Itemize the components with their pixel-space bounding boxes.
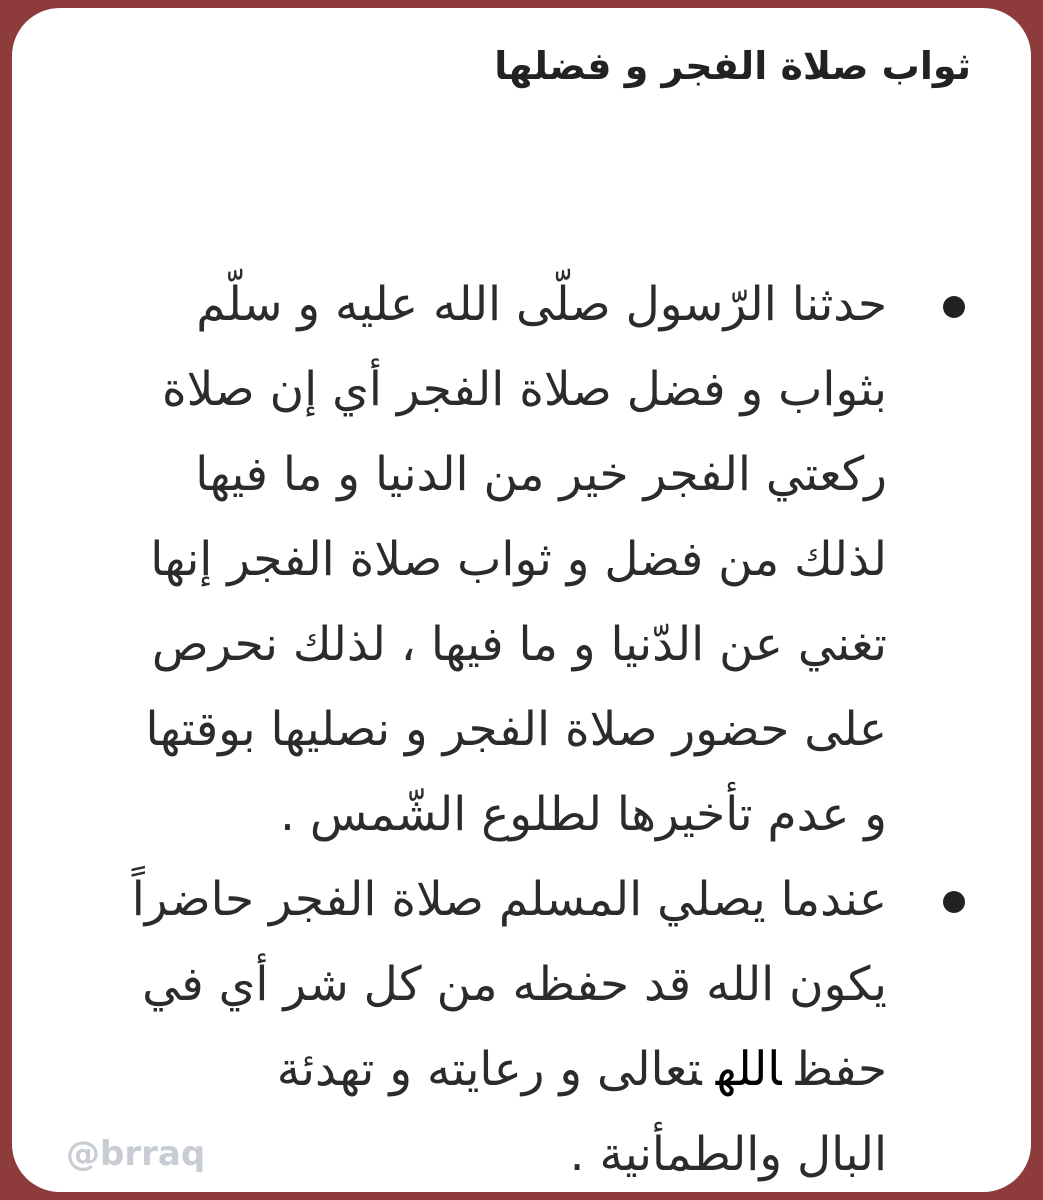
paragraph-line: لذلك من فضل و ثواب صلاة الفجر إنها: [150, 532, 887, 587]
line-segment: تعالى و رعايته و تهدئة: [276, 1042, 702, 1097]
paragraph-line-allah: [31, 1027, 887, 1112]
paragraph-line: يكون الله قد حفظه من كل شر أي في: [142, 957, 887, 1012]
allah-word: الله: [715, 1042, 782, 1097]
bullet-icon: [943, 296, 965, 318]
bullet-icon: [943, 891, 965, 913]
line-segment: حفظ: [795, 1042, 887, 1097]
article-card: [12, 8, 1031, 1192]
article-title: ثواب صلاة الفجر و فضلها: [494, 44, 971, 88]
watermark-handle: @brraq: [66, 1134, 206, 1174]
bullet-list: [31, 262, 991, 1192]
paragraph-line: حدثنا الرّسول صلّى الله عليه و سلّم: [196, 277, 887, 332]
paragraph-line: و عدم تأخيرها لطلوع الشّمس .: [280, 787, 887, 842]
paragraph-line: تغني عن الدّنيا و ما فيها ، لذلك نحرص: [151, 617, 887, 672]
paragraph-line: عندما يصلي المسلم صلاة الفجر حاضراً: [131, 872, 887, 927]
paragraph-line: بثواب و فضل صلاة الفجر أي إن صلاة: [162, 362, 887, 417]
list-item: [31, 262, 991, 857]
paragraph-line: على حضور صلاة الفجر و نصليها بوقتها: [145, 702, 887, 757]
paragraph-line: ركعتي الفجر خير من الدنيا و ما فيها: [195, 447, 887, 502]
paragraph-line: البال والطمأنية .: [569, 1127, 887, 1182]
